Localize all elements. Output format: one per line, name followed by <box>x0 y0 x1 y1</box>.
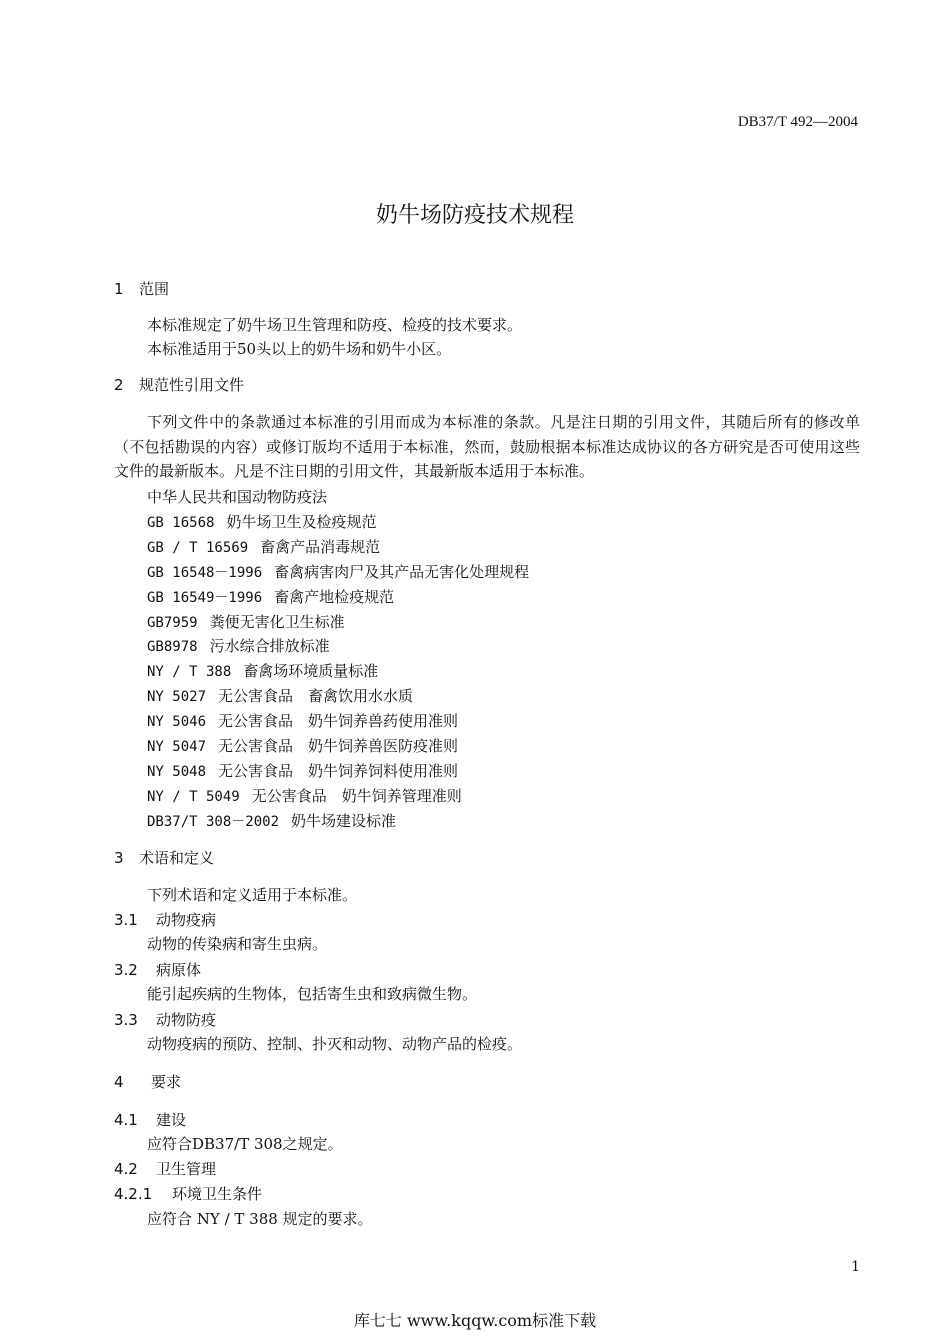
term-number: 3.2 <box>114 961 138 979</box>
standard-number: DB37/T 492—2004 <box>737 114 858 130</box>
paragraph: 下列术语和定义适用于本标准。 <box>147 886 358 904</box>
reference-name: 无公害食品 奶牛饲养兽药使用准则 <box>218 712 459 731</box>
subsection-number: 4.2.1 <box>114 1185 153 1203</box>
section-3-heading <box>114 847 214 868</box>
reference-name: 无公害食品 奶牛饲养兽医防疫准则 <box>218 737 459 755</box>
reference-item <box>147 611 345 632</box>
section-title: 规范性引用文件 <box>139 376 245 394</box>
section-title: 要求 <box>151 1073 182 1091</box>
subsection-heading <box>114 1109 186 1130</box>
reference-item <box>147 660 378 681</box>
reference-code: NY 5048 <box>147 763 207 780</box>
reference-code: NY 5047 <box>147 739 207 755</box>
section-4-heading <box>114 1071 181 1092</box>
reference-item <box>147 561 529 582</box>
reference-name: 畜禽病害肉尸及其产品无害化处理规程 <box>274 562 530 581</box>
term-heading <box>114 959 201 980</box>
reference-item <box>147 586 394 607</box>
section-number: 2 <box>114 376 124 394</box>
document-title: 奶牛场防疫技术规程 <box>375 203 574 228</box>
section-number: 4 <box>114 1073 124 1091</box>
reference-item <box>147 810 396 831</box>
reference-code: NY 5027 <box>147 689 207 706</box>
term-title: 动物疫病 <box>156 911 217 929</box>
term-definition: 动物疫病的预防、控制、扑灭和动物、动物产品的检疫。 <box>147 1035 523 1053</box>
reference-name: 畜禽产地检疫规范 <box>274 587 395 606</box>
reference-item <box>147 511 376 532</box>
term-definition: 动物的传染病和寄生虫病。 <box>147 935 328 953</box>
paragraph: 本标准适用于50头以上的奶牛场和奶牛小区。 <box>147 340 452 358</box>
reference-code: GB 16568 <box>147 514 215 531</box>
section-2-heading <box>114 374 244 395</box>
reference-item <box>147 486 327 507</box>
reference-code: GB 16548－1996 <box>147 564 263 581</box>
reference-code: DB37/T 308－2002 <box>147 813 280 830</box>
section-title: 术语和定义 <box>139 849 215 867</box>
reference-item <box>147 760 458 781</box>
subsection-heading <box>114 1158 216 1179</box>
term-number: 3.1 <box>114 911 138 929</box>
paragraph: 本标准规定了奶牛场卫生管理和防疫、检疫的技术要求。 <box>147 316 523 334</box>
reference-name: 无公害食品 奶牛饲养饲料使用准则 <box>218 761 459 780</box>
paragraph: 下列文件中的条款通过本标准的引用而成为本标准的条款。凡是注日期的引用文件，其随后所有的修改单（不包括勘误的内容）或修订版均不适用于本标准，然而，鼓励根据本标准达成协议的各方研究是否可使用这些文件的最新版本。凡是不注日期的引用文件，其最新版本适用于本标准。 <box>114 413 860 481</box>
section-number: 3 <box>114 849 124 867</box>
subsection-number: 4.2 <box>114 1160 138 1178</box>
reference-code: GB / T 16569 <box>147 539 249 556</box>
reference-code: NY 5046 <box>147 714 207 731</box>
term-title: 病原体 <box>156 961 202 979</box>
reference-code: GB 16549－1996 <box>147 589 263 606</box>
reference-item <box>147 735 458 756</box>
term-number: 3.3 <box>114 1011 138 1029</box>
term-definition: 能引起疾病的生物体，包括寄生虫和致病微生物。 <box>147 985 478 1003</box>
paragraph: 应符合DB37/T 308之规定。 <box>147 1135 343 1153</box>
reference-name: 畜禽场环境质量标准 <box>243 662 379 681</box>
section-1-heading <box>114 278 169 299</box>
subsection-title: 建设 <box>156 1111 187 1129</box>
reference-item <box>147 685 413 706</box>
reference-name: 奶牛场建设标准 <box>291 811 397 830</box>
reference-name: 奶牛场卫生及检疫规范 <box>226 512 377 531</box>
subsection-number: 4.1 <box>114 1111 138 1129</box>
reference-name: 中华人民共和国动物防疫法 <box>147 488 328 506</box>
subsection-heading <box>114 1183 262 1204</box>
reference-code: NY / T 5049 <box>147 788 240 805</box>
reference-item <box>147 635 330 656</box>
subsection-title: 环境卫生条件 <box>172 1185 263 1203</box>
section-title: 范围 <box>139 280 170 298</box>
reference-item <box>147 710 458 731</box>
reference-name: 污水综合排放标准 <box>209 637 330 656</box>
reference-code: GB7959 <box>147 614 198 631</box>
reference-code: NY / T 388 <box>147 664 232 681</box>
reference-item <box>147 785 462 806</box>
term-heading <box>114 1009 216 1030</box>
paragraph: 应符合 NY / T 388 规定的要求。 <box>147 1210 373 1228</box>
term-heading <box>114 909 216 930</box>
reference-item <box>147 536 380 557</box>
page-number: 1 <box>851 1259 860 1275</box>
term-title: 动物防疫 <box>156 1011 217 1029</box>
subsection-title: 卫生管理 <box>156 1160 217 1178</box>
section-number: 1 <box>114 280 124 298</box>
footer-watermark: 库七七 www.kqqw.com标准下载 <box>353 1311 597 1330</box>
reference-code: GB8978 <box>147 639 198 656</box>
reference-name: 粪便无害化卫生标准 <box>209 612 345 631</box>
reference-name: 畜禽产品消毒规范 <box>260 537 381 556</box>
reference-name: 无公害食品 畜禽饮用水水质 <box>218 687 414 706</box>
reference-name: 无公害食品 奶牛饲养管理准则 <box>251 786 462 805</box>
